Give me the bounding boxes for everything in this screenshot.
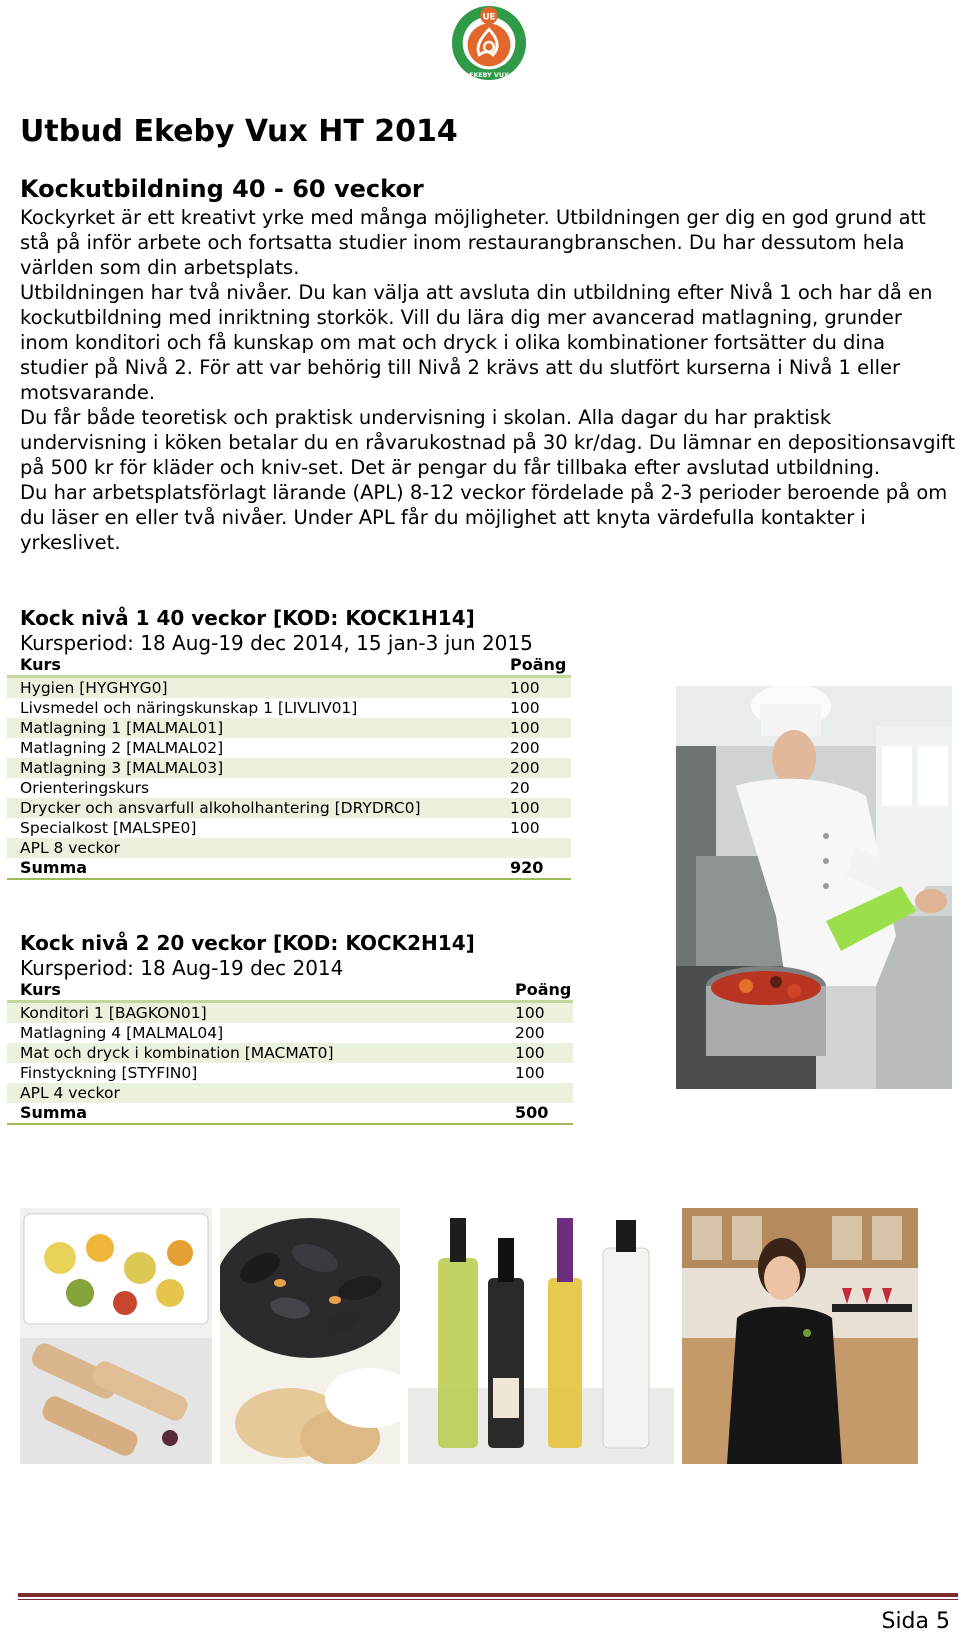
course-name: Matlagning 3 [MALMAL03] [7, 758, 497, 778]
course-name: Drycker och ansvarfull alkoholhantering [DRYDRC0] [7, 798, 497, 818]
course-points: 100 [510, 819, 540, 837]
table-row [7, 738, 571, 758]
level1-period: Kursperiod: 18 Aug-19 dec 2014, 15 jan-3 jun 2015 [20, 631, 533, 655]
intro-paragraph: Kockyrket är ett kreativt yrke med många möjligheter. Utbildningen ger dig en god grund att stå på inför arbete och fortsatta studier inom restaurangbranschen. Du har dessutom hela världen som din arbetsplats. [20, 206, 926, 279]
table-row [7, 838, 571, 858]
svg-text:EKEBY VUX: EKEBY VUX [469, 72, 509, 80]
level2-course-table [7, 980, 573, 1125]
level2-title: Kock nivå 2 20 veckor [KOD: KOCK2H14] [20, 931, 475, 955]
course-name: Matlagning 2 [MALMAL02] [20, 739, 224, 757]
level1-section [20, 605, 571, 880]
course-name: Hygien [HYGHYG0] [7, 677, 497, 699]
table-row [7, 778, 571, 798]
intro-paragraph: Du får både teoretisk och praktisk undervisning i skolan. Alla dagar du har praktisk undervisning i köken betalar du en råvarukostnad på 30 kr/dag. Du lämnar en depositionsavgift på 500 kr för kläder och kniv-set. Det är pengar du får tillbaka efter avslutad utbildning. [20, 406, 956, 479]
table-total-row [7, 1103, 573, 1124]
table-row [7, 677, 571, 699]
points-column-header: Poäng [502, 980, 573, 1002]
total-label: Summa [7, 858, 497, 879]
level1-course-table [7, 655, 571, 880]
table-total-row [7, 858, 571, 879]
chef-cooking-photo [676, 686, 952, 1089]
table-row [7, 1063, 573, 1083]
table-row [7, 1023, 573, 1043]
course-name: Orienteringskurs [20, 779, 150, 797]
grilled-food-photo [20, 1208, 212, 1464]
course-points: 100 [502, 1043, 573, 1063]
footer-rule [18, 1593, 958, 1597]
table-row [7, 758, 571, 778]
course-column-header: Kurs [7, 655, 497, 677]
course-points: 200 [515, 1024, 545, 1042]
course-points: 100 [497, 718, 571, 738]
page-number: Sida 5 [881, 1609, 950, 1634]
table-row [7, 1002, 573, 1024]
course-name: Specialkost [MALSPE0] [20, 819, 197, 837]
course-column-header: Kurs [7, 980, 502, 1002]
table-header-row [7, 980, 573, 1002]
course-points: 200 [497, 758, 571, 778]
section-heading: Kockutbildning 40 - 60 veckor [20, 175, 424, 203]
course-points: 100 [510, 699, 540, 717]
table-row [7, 1043, 573, 1063]
footer-rule-thin [18, 1599, 958, 1600]
course-points [497, 838, 571, 858]
course-name: Livsmedel och näringskunskap 1 [LIVLIV01] [20, 699, 358, 717]
course-name: Finstyckning [STYFIN0] [20, 1064, 198, 1082]
intro-text [20, 205, 956, 555]
total-label: Summa [7, 1103, 502, 1124]
ekeby-vux-logo [450, 4, 528, 82]
level1-title: Kock nivå 1 40 veckor [KOD: KOCK1H14] [20, 606, 475, 630]
course-name: Matlagning 1 [MALMAL01] [7, 718, 497, 738]
page-title: Utbud Ekeby Vux HT 2014 [20, 114, 458, 149]
mussels-photo [220, 1208, 400, 1464]
course-name: APL 4 veckor [7, 1083, 502, 1103]
waitress-photo [682, 1208, 918, 1464]
course-name: APL 8 veckor [7, 838, 497, 858]
bottles-photo [408, 1208, 674, 1464]
course-points: 100 [497, 677, 571, 699]
table-row [7, 798, 571, 818]
course-points: 100 [515, 1064, 545, 1082]
course-name: Konditori 1 [BAGKON01] [7, 1002, 502, 1024]
total-points: 920 [497, 858, 571, 879]
level2-section [20, 930, 573, 1125]
points-column-header: Poäng [497, 655, 571, 677]
course-points: 200 [510, 739, 540, 757]
level2-period: Kursperiod: 18 Aug-19 dec 2014 [20, 956, 344, 980]
table-row [7, 698, 571, 718]
table-header-row [7, 655, 571, 677]
course-name: Mat och dryck i kombination [MACMAT0] [7, 1043, 502, 1063]
course-name: Matlagning 4 [MALMAL04] [20, 1024, 224, 1042]
course-points [502, 1083, 573, 1103]
svg-text:UE: UE [482, 12, 496, 23]
course-points: 20 [510, 779, 530, 797]
table-row [7, 1083, 573, 1103]
table-row [7, 818, 571, 838]
course-points: 100 [502, 1002, 573, 1024]
intro-paragraph: Utbildningen har två nivåer. Du kan välja att avsluta din utbildning efter Nivå 1 och har då en kockutbildning med inriktning storkök. Vill du lära dig mer avancerad matlagning, grunder inom konditori och få kunskap om mat och dryck i olika kombinationer fortsätter du dina studier på Nivå 2. För att var behörig till Nivå 2 krävs att du slutfört kurserna i Nivå 1 eller motsvarande. [20, 281, 933, 404]
course-points: 100 [497, 798, 571, 818]
total-points: 500 [502, 1103, 573, 1124]
intro-paragraph: Du har arbetsplatsförlagt lärande (APL) 8-12 veckor fördelade på 2-3 perioder beroende på om du läser en eller två nivåer. Under APL får du möjlighet att knyta värdefulla kontakter i yrkeslivet. [20, 481, 948, 554]
table-row [7, 718, 571, 738]
